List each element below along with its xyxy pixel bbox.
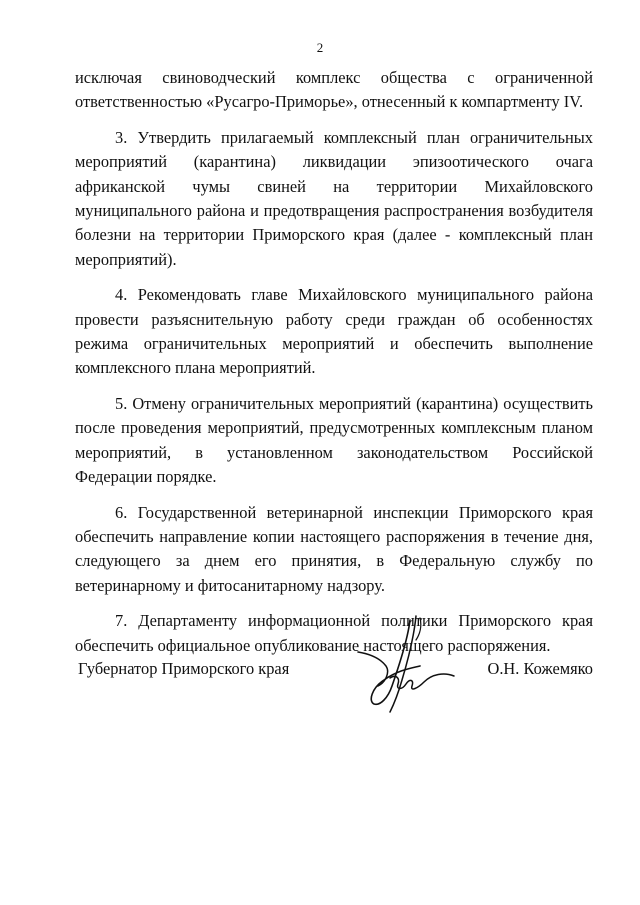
page-number: 2 xyxy=(316,40,324,55)
signatory-position: Губернатор Приморского края xyxy=(78,659,290,678)
signatory-name: О.Н. Кожемяко xyxy=(487,659,593,678)
document-body xyxy=(75,66,593,669)
paragraph-item-4: 4. Рекомендовать главе Михайловского муниципального района провести разъяснительную работу среди граждан об особенностях режима ограничительных мероприятий и обеспечить выполнение комплексного плана мероприятий. xyxy=(75,285,593,378)
handwritten-signature-icon xyxy=(350,608,460,718)
paragraph-item-5: 5. Отмену ограничительных мероприятий (карантина) осуществить после проведения мероприятий, предусмотренных комплексным планом мероприятий, в установленном законодательством Российской Федерации порядке. xyxy=(75,393,593,487)
paragraph-item-3: 3. Утвердить прилагаемый комплексный план ограничительных мероприятий (карантина) ликвидации эпизоотического очага африканской чумы свиней на территории Михайловского муниципального района и предотвращения распространения возбудителя болезни на территории Приморского края (далее - комплексный план мероприятий). xyxy=(75,127,593,269)
signature-block xyxy=(75,655,593,685)
paragraph-continuation: исключая свиноводческий комплекс общества с ограниченной ответственностью «Русагро-Приморье», отнесенный к компартменту IV. xyxy=(75,68,593,112)
paragraph-item-7: 7. Департаменту информационной политики Приморского края обеспечить официальное опубликование настоящего распоряжения. xyxy=(75,611,593,655)
paragraph-item-6: 6. Государственной ветеринарной инспекции Приморского края обеспечить направление копии настоящего распоряжения в течение дня, следующего за днем его принятия, в Федеральную службу по ветеринарному и фитосанитарному надзору. xyxy=(75,502,593,595)
